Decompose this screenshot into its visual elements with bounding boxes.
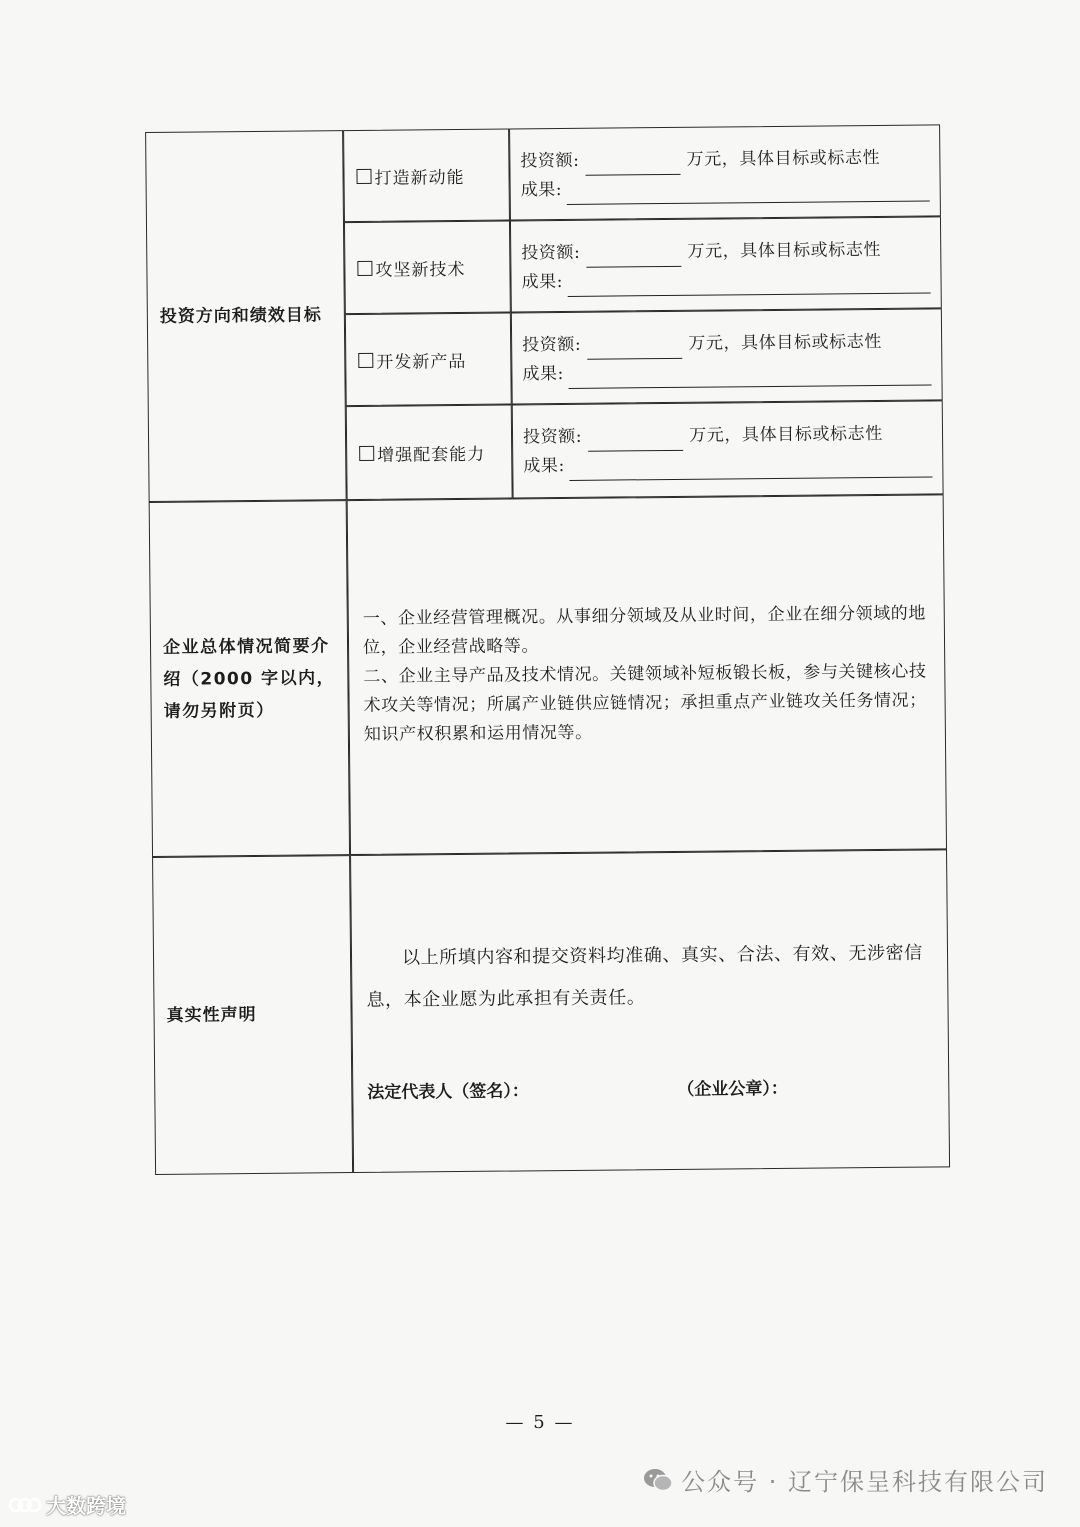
- amount-suffix: 万元，具体目标或标志性: [686, 147, 881, 170]
- amount-prefix: 投资额:: [520, 150, 580, 172]
- amount-input-line[interactable]: [585, 154, 680, 176]
- amount-suffix: 万元，具体目标或标志性: [687, 239, 882, 262]
- wechat-icon: [643, 1467, 673, 1493]
- amount-input-line[interactable]: [587, 338, 682, 360]
- option-fill-1: [510, 216, 942, 312]
- brand-watermark: [8, 1490, 126, 1519]
- checkbox-icon[interactable]: [358, 352, 373, 367]
- overview-item-2: 二、企业主导产品及技术情况。关键领域补短板锻长板，参与关键核心技术攻关等情况；所属产业链供应链情况；承担重点产业链攻关任务情况；知识产权积累和运用情况等。: [363, 661, 927, 745]
- declaration-label: 真实性声明: [166, 1004, 257, 1026]
- option-row-2: [345, 312, 512, 406]
- checkbox-icon[interactable]: [359, 445, 374, 460]
- investment-label-cell: [145, 130, 347, 502]
- amount-prefix: 投资额:: [521, 242, 581, 264]
- result-label: 成果:: [522, 363, 565, 385]
- amount-prefix: 投资额:: [522, 334, 582, 356]
- option-fill-2: [511, 308, 943, 404]
- declaration-text: 以上所填内容和提交资料均准确、真实、合法、有效、无涉密信息，本企业愿为此承担有关责任。: [366, 942, 923, 1011]
- overview-item-1: 一、企业经营管理概况。从事细分领域及从业时间，企业在细分领域的地位，企业经营战略等。: [362, 603, 927, 658]
- option-label: 增强配套能力: [377, 444, 486, 466]
- amount-input-line[interactable]: [586, 246, 681, 268]
- option-row-3: [346, 404, 513, 500]
- signature-label[interactable]: 法定代表人（签名）：: [367, 1081, 529, 1103]
- wechat-watermark-text: 公众号 · 辽宁保呈科技有限公司: [681, 1468, 1048, 1496]
- declaration-content-cell: [350, 849, 950, 1173]
- result-label: 成果:: [521, 271, 564, 293]
- option-label: 打造新动能: [374, 167, 465, 189]
- amount-input-line[interactable]: [588, 430, 683, 452]
- declaration-label-cell: [152, 855, 353, 1175]
- amount-suffix: 万元，具体目标或标志性: [689, 423, 883, 446]
- result-input-line[interactable]: [568, 364, 932, 388]
- option-fill-0: [509, 124, 941, 220]
- seal-label[interactable]: （企业公章）：: [677, 1078, 788, 1100]
- brand-watermark-text: 大数跨境: [46, 1494, 126, 1518]
- checkbox-icon[interactable]: [357, 260, 372, 275]
- brand-logo-icon: [8, 1494, 42, 1516]
- wechat-watermark: [643, 1462, 1048, 1497]
- option-label: 攻坚新技术: [375, 259, 466, 281]
- overview-content-cell[interactable]: [347, 494, 947, 855]
- overview-label: 企业总体情况简要介绍（2000 字以内，请勿另附页）: [162, 635, 336, 722]
- amount-prefix: 投资额:: [522, 426, 583, 448]
- result-input-line[interactable]: [567, 272, 931, 296]
- result-input-line[interactable]: [566, 180, 930, 204]
- option-label: 开发新产品: [376, 351, 467, 373]
- option-row-1: [344, 221, 511, 315]
- option-row-0: [343, 129, 510, 223]
- result-label: 成果:: [520, 179, 563, 201]
- overview-label-cell: [149, 500, 350, 857]
- amount-suffix: 万元，具体目标或标志性: [688, 331, 883, 354]
- page-number: — 5 —: [505, 1412, 575, 1433]
- application-form-table: [145, 114, 950, 1172]
- checkbox-icon[interactable]: [356, 168, 371, 183]
- result-input-line[interactable]: [569, 456, 933, 480]
- result-label: 成果:: [523, 455, 565, 477]
- investment-label: 投资方向和绩效目标: [159, 305, 322, 327]
- option-fill-3: [512, 400, 944, 498]
